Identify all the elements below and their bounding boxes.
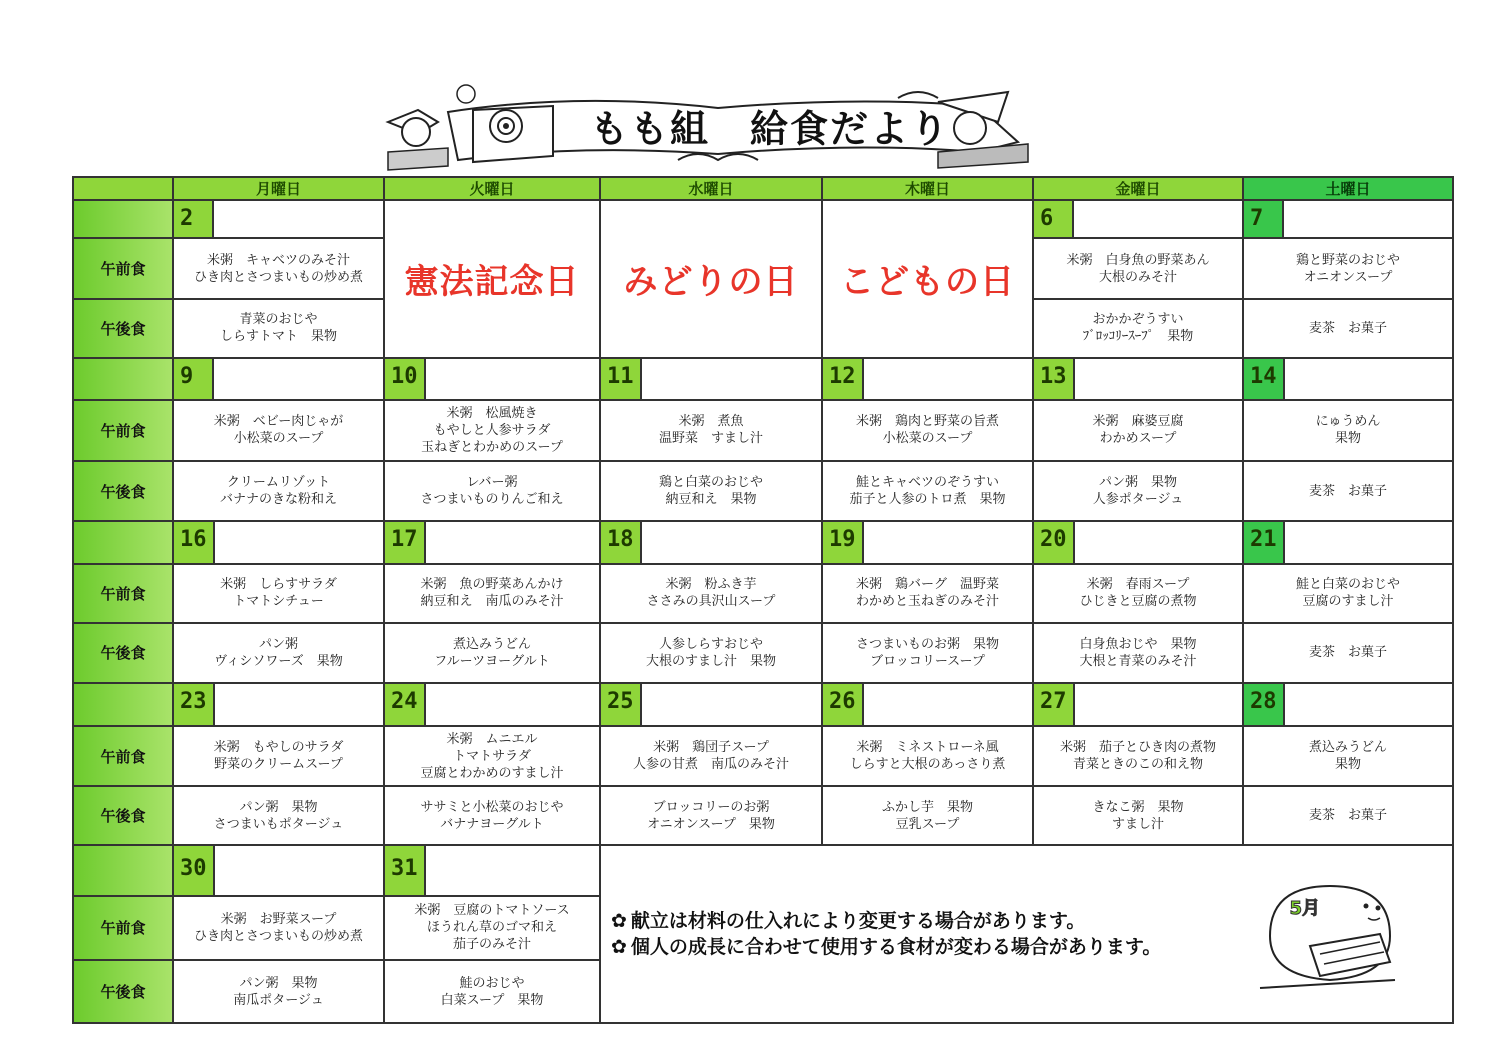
date-cell <box>600 683 822 725</box>
meal-cell: パン粥 ヴィシソワーズ 果物 <box>173 623 384 684</box>
notes-panel <box>600 845 1453 1023</box>
date-cell <box>1243 683 1453 725</box>
meal-cell: 米粥 キャベツのみそ汁 ひき肉とさつまいもの炒め煮 <box>173 238 384 299</box>
meal-cell: 米粥 鶏肉と野菜の旨煮 小松菜のスープ <box>822 400 1033 461</box>
header-saturday: 土曜日 <box>1243 177 1453 200</box>
date-number: 6 <box>1034 201 1074 237</box>
date-cell <box>1033 358 1243 400</box>
meal-cell: ササミと小松菜のおじや バナナヨーグルト <box>384 786 600 845</box>
meal-cell: 鶏と白菜のおじや 納豆和え 果物 <box>600 461 822 522</box>
date-cell <box>822 358 1033 400</box>
header-thursday: 木曜日 <box>822 177 1033 200</box>
weekday-header-row <box>73 177 1453 200</box>
week-3-pm-row <box>73 623 1453 684</box>
meal-cell: 麦茶 お菓子 <box>1243 623 1453 684</box>
meal-cell: 米粥 茄子とひき肉の煮物 青菜ときのこの和え物 <box>1033 726 1243 787</box>
date-number: 11 <box>601 359 642 399</box>
date-row-label <box>73 521 173 563</box>
week-1-date-row <box>73 200 1453 238</box>
date-cell <box>384 683 600 725</box>
date-cell <box>384 358 600 400</box>
meal-cell: 米粥 粉ふき芋 ささみの具沢山スープ <box>600 564 822 623</box>
meal-cell: 鮭と白菜のおじや 豆腐のすまし汁 <box>1243 564 1453 623</box>
flower-bullet-icon: ✿ <box>611 935 627 958</box>
meal-cell: 米粥 ベビー肉じゃが 小松菜のスープ <box>173 400 384 461</box>
date-cell <box>600 521 822 563</box>
meal-cell: 人参しらすおじや 大根のすまし汁 果物 <box>600 623 822 684</box>
holiday-cell: みどりの日 <box>600 200 822 358</box>
date-number: 26 <box>823 684 864 724</box>
meal-cell: 米粥 魚の野菜あんかけ 納豆和え 南瓜のみそ汁 <box>384 564 600 623</box>
week-3-am-row <box>73 564 1453 623</box>
week-4-am-row <box>73 726 1453 787</box>
meal-cell: 麦茶 お菓子 <box>1243 299 1453 358</box>
meal-cell: 麦茶 お菓子 <box>1243 786 1453 845</box>
date-number: 16 <box>174 522 215 562</box>
week-2-pm-row <box>73 461 1453 522</box>
holiday-cell: 憲法記念日 <box>384 200 600 358</box>
am-meal-label: 午前食 <box>73 726 173 787</box>
date-cell <box>173 845 384 896</box>
pm-meal-label: 午後食 <box>73 461 173 522</box>
header-tuesday: 火曜日 <box>384 177 600 200</box>
date-number: 10 <box>385 359 426 399</box>
meal-cell: ブロッコリーのお粥 オニオンスープ 果物 <box>600 786 822 845</box>
date-number: 18 <box>601 522 642 562</box>
meal-cell: 青菜のおじや しらすトマト 果物 <box>173 299 384 358</box>
week-4-pm-row <box>73 786 1453 845</box>
rice-ball-mascot-illustration <box>1250 876 1398 994</box>
meal-cell: 白身魚おじや 果物 大根と青菜のみそ汁 <box>1033 623 1243 684</box>
pm-meal-label: 午後食 <box>73 299 173 358</box>
meal-cell: パン粥 果物 さつまいもポタージュ <box>173 786 384 845</box>
date-number: 27 <box>1034 684 1075 724</box>
note-text: 個人の成長に合わせて使用する食材が変わる場合があります。 <box>630 935 1162 958</box>
date-row-label <box>73 358 173 400</box>
page-title: もも組 給食だより <box>590 107 951 151</box>
meal-cell: 鶏と野菜のおじや オニオンスープ <box>1243 238 1453 299</box>
date-number: 20 <box>1034 522 1075 562</box>
date-cell <box>384 521 600 563</box>
meal-cell: レバー粥 さつまいものりんご和え <box>384 461 600 522</box>
date-cell <box>173 521 384 563</box>
meal-cell: パン粥 果物 人参ポタージュ <box>1033 461 1243 522</box>
meal-cell: ふかし芋 果物 豆乳スープ <box>822 786 1033 845</box>
meal-cell: 米粥 豆腐のトマトソース ほうれん草のゴマ和え 茄子のみそ汁 <box>384 896 600 961</box>
date-cell <box>1033 521 1243 563</box>
meal-cell: 米粥 春雨スープ ひじきと豆腐の煮物 <box>1033 564 1243 623</box>
date-number: 28 <box>1244 684 1285 724</box>
date-number: 31 <box>385 846 426 895</box>
date-cell <box>600 358 822 400</box>
date-row-label <box>73 845 173 896</box>
meal-cell: 鮭のおじや 白菜スープ 果物 <box>384 960 600 1023</box>
meal-cell: 煮込みうどん フルーツヨーグルト <box>384 623 600 684</box>
meal-cell: 米粥 松風焼き もやしと人参サラダ 玉ねぎとわかめのスープ <box>384 400 600 461</box>
date-number: 17 <box>385 522 426 562</box>
pm-meal-label: 午後食 <box>73 960 173 1023</box>
week-2-date-row <box>73 358 1453 400</box>
meal-cell: さつまいものお粥 果物 ブロッコリースープ <box>822 623 1033 684</box>
date-number: 12 <box>823 359 864 399</box>
date-cell <box>173 358 384 400</box>
meal-cell: きなこ粥 果物 すまし汁 <box>1033 786 1243 845</box>
header-monday: 月曜日 <box>173 177 384 200</box>
date-row-label <box>73 683 173 725</box>
date-number: 30 <box>174 846 215 895</box>
meal-cell: 米粥 麻婆豆腐 わかめスープ <box>1033 400 1243 461</box>
date-cell <box>173 683 384 725</box>
meal-cell: 米粥 鶏団子スープ 人参の甘煮 南瓜のみそ汁 <box>600 726 822 787</box>
date-number: 13 <box>1034 359 1075 399</box>
date-number: 25 <box>601 684 642 724</box>
header-friday: 金曜日 <box>1033 177 1243 200</box>
date-cell <box>173 200 384 238</box>
meal-cell: パン粥 果物 南瓜ポタージュ <box>173 960 384 1023</box>
meal-cell: 麦茶 お菓子 <box>1243 461 1453 522</box>
meal-cell: 鮭とキャベツのぞうすい 茄子と人参のトロ煮 果物 <box>822 461 1033 522</box>
week-5-date-row <box>73 845 1453 896</box>
date-number: 14 <box>1244 359 1285 399</box>
date-number: 9 <box>174 359 214 399</box>
date-number: 2 <box>174 201 214 237</box>
meal-cell: 米粥 煮魚 温野菜 すまし汁 <box>600 400 822 461</box>
meal-cell: 米粥 ムニエル トマトサラダ 豆腐とわかめのすまし汁 <box>384 726 600 787</box>
date-cell <box>384 845 600 896</box>
week-2-am-row <box>73 400 1453 461</box>
date-number: 23 <box>174 684 215 724</box>
date-cell <box>1243 521 1453 563</box>
date-cell <box>1243 200 1453 238</box>
meal-cell: にゅうめん 果物 <box>1243 400 1453 461</box>
week-3-date-row <box>73 521 1453 563</box>
meal-cell: 米粥 もやしのサラダ 野菜のクリームスープ <box>173 726 384 787</box>
date-number: 21 <box>1244 522 1285 562</box>
note-text: 献立は材料の仕入れにより変更する場合があります。 <box>630 909 1086 932</box>
date-number: 7 <box>1244 201 1284 237</box>
date-row-label <box>73 200 173 238</box>
header-corner <box>73 177 173 200</box>
date-cell <box>822 683 1033 725</box>
holiday-cell: こどもの日 <box>822 200 1033 358</box>
pm-meal-label: 午後食 <box>73 623 173 684</box>
am-meal-label: 午前食 <box>73 896 173 961</box>
meal-cell: 米粥 鶏バーグ 温野菜 わかめと玉ねぎのみそ汁 <box>822 564 1033 623</box>
meal-cell: おかかぞうすい ﾌﾞﾛｯｺﾘｰｽｰﾌﾟ 果物 <box>1033 299 1243 358</box>
meal-cell: クリームリゾット バナナのきな粉和え <box>173 461 384 522</box>
am-meal-label: 午前食 <box>73 238 173 299</box>
date-number: 19 <box>823 522 864 562</box>
meal-cell: 米粥 お野菜スープ ひき肉とさつまいもの炒め煮 <box>173 896 384 961</box>
date-number: 24 <box>385 684 426 724</box>
meal-cell: 米粥 しらすサラダ トマトシチュー <box>173 564 384 623</box>
meal-cell: 米粥 ミネストローネ風 しらすと大根のあっさり煮 <box>822 726 1033 787</box>
date-cell <box>1033 683 1243 725</box>
meal-cell: 煮込みうどん 果物 <box>1243 726 1453 787</box>
header-wednesday: 水曜日 <box>600 177 822 200</box>
lunch-calendar-table <box>72 176 1454 1024</box>
date-cell <box>1033 200 1243 238</box>
flower-bullet-icon: ✿ <box>611 909 627 932</box>
date-cell <box>1243 358 1453 400</box>
month-badge: 5月 <box>1289 897 1320 919</box>
week-4-date-row <box>73 683 1453 725</box>
am-meal-label: 午前食 <box>73 400 173 461</box>
am-meal-label: 午前食 <box>73 564 173 623</box>
date-cell <box>822 521 1033 563</box>
pm-meal-label: 午後食 <box>73 786 173 845</box>
meal-cell: 米粥 白身魚の野菜あん 大根のみそ汁 <box>1033 238 1243 299</box>
